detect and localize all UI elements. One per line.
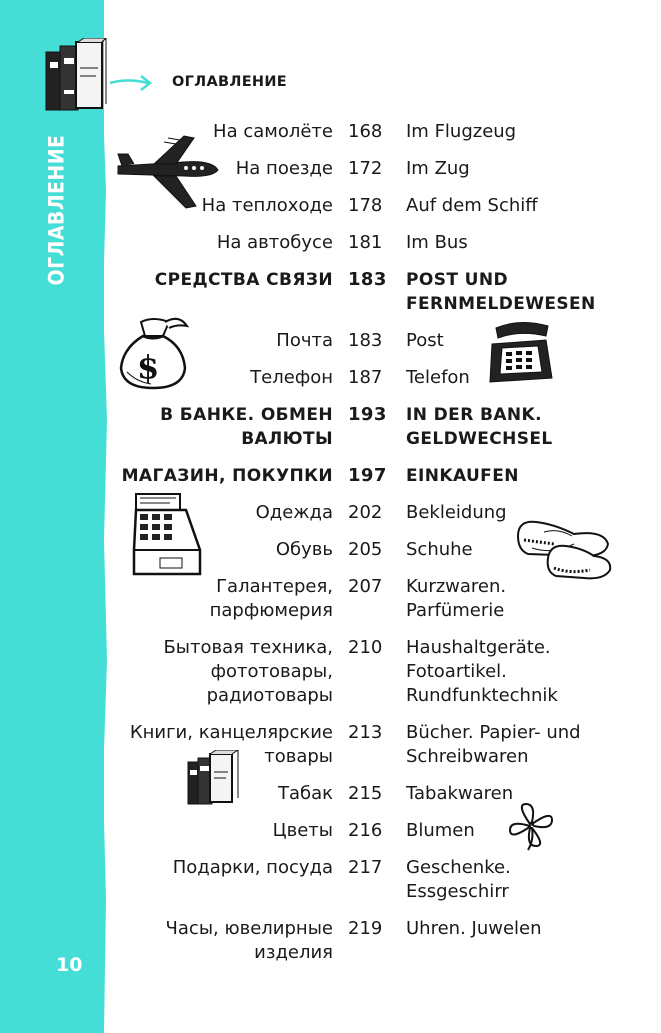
vertical-title: ОГЛАВЛЕНИЕ (44, 134, 68, 286)
toc-page-number: 215 (348, 783, 383, 804)
toc-page-number: 202 (348, 502, 383, 523)
toc-german-line: Blumen (406, 820, 475, 841)
toc-german-line: Parfümerie (406, 600, 505, 621)
toc-german-title (406, 856, 511, 904)
toc-page-number: 213 (348, 722, 383, 743)
toc-russian-title (236, 157, 333, 181)
toc-russian-line: Телефон (250, 367, 333, 388)
toc-russian-title (213, 120, 333, 144)
toc-page-number: 197 (348, 465, 387, 486)
toc-german-line: Im Zug (406, 158, 470, 179)
toc-german-title (406, 538, 473, 562)
books-icon (44, 38, 108, 114)
toc-german-line: GELDWECHSEL (406, 429, 553, 449)
toc-german-title (406, 636, 558, 708)
toc-german-line: Uhren. Juwelen (406, 918, 542, 939)
toc-russian-line: Часы, ювелирные (165, 918, 333, 939)
toc-page-number: 217 (348, 857, 383, 878)
toc-page-number: 193 (348, 404, 387, 425)
toc-section-heading[interactable] (104, 464, 661, 488)
cash-register-icon (130, 490, 206, 576)
toc-section-heading[interactable] (104, 403, 661, 451)
toc-russian-line: Табак (277, 783, 333, 804)
toc-entry[interactable] (104, 819, 661, 843)
toc-entry[interactable] (104, 231, 661, 255)
toc-german-title (406, 366, 470, 390)
toc-russian-line: СРЕДСТВА СВЯЗИ (154, 270, 333, 290)
toc-german-title (406, 501, 507, 525)
toc-german-title (406, 464, 519, 488)
toc-german-line: Post (406, 330, 444, 351)
toc-german-title (406, 782, 513, 806)
toc-russian-line: товары (264, 746, 333, 767)
toc-russian-title (276, 329, 333, 353)
toc-german-line: Schreibwaren (406, 746, 529, 767)
toc-german-line: Kurzwaren. (406, 576, 507, 597)
toc-russian-line: Одежда (255, 502, 333, 523)
airplane-icon (114, 132, 224, 212)
toc-german-line: IN DER BANK. (406, 405, 542, 425)
toc-entry[interactable] (104, 636, 661, 708)
toc-german-line: EINKAUFEN (406, 466, 519, 486)
toc-russian-title (273, 819, 333, 843)
toc-russian-title (278, 782, 333, 806)
toc-page-number: 168 (348, 121, 383, 142)
toc-russian-title (163, 636, 333, 708)
toc-page-number: 178 (348, 195, 383, 216)
toc-russian-line: На автобусе (216, 232, 333, 253)
toc-german-title (406, 917, 542, 941)
toc-german-line: POST UND (406, 270, 509, 290)
toc-russian-line: парфюмерия (209, 600, 333, 621)
toc-russian-title (166, 917, 333, 965)
toc-german-line: Bekleidung (406, 502, 507, 523)
toc-german-title (406, 329, 444, 353)
toc-page-number: 216 (348, 820, 383, 841)
toc-russian-title (276, 538, 333, 562)
toc-german-line: Tabakwaren (406, 783, 514, 804)
toc-page-number: 210 (348, 637, 383, 658)
toc-entry[interactable] (104, 917, 661, 965)
toc-russian-title (155, 268, 333, 292)
side-band (0, 0, 104, 1033)
toc-russian-title (217, 231, 333, 255)
toc-page-number: 207 (348, 576, 383, 597)
svg-text:$: $ (137, 348, 160, 386)
toc-german-title (406, 575, 506, 623)
toc-page-number: 183 (348, 269, 387, 290)
section-label: ОГЛАВЛЕНИЕ (172, 74, 288, 90)
toc-russian-title (173, 856, 333, 880)
clover-icon (506, 800, 558, 852)
toc-russian-line: Бытовая техника, (163, 637, 333, 658)
toc-russian-line: изделия (254, 942, 333, 963)
toc-russian-line: На самолёте (213, 121, 333, 142)
toc-german-title (406, 403, 553, 451)
toc-german-line: Im Flugzeug (406, 121, 517, 142)
toc-russian-line: Книги, канцелярские (129, 722, 333, 743)
toc-russian-line: фототовары, (210, 661, 333, 682)
toc-german-title (406, 721, 581, 769)
toc-russian-line: Подарки, посуда (172, 857, 333, 878)
toc-russian-title (210, 575, 333, 623)
toc-russian-line: радиотовары (206, 685, 333, 706)
toc-russian-line: Почта (276, 330, 333, 351)
toc-page-number: 219 (348, 918, 383, 939)
toc-german-title (406, 268, 596, 316)
toc-german-line: Auf dem Schiff (406, 195, 538, 216)
toc-german-line: Haushaltgeräte. (406, 637, 551, 658)
arrow-icon (108, 72, 156, 94)
toc-entry[interactable] (104, 575, 661, 623)
toc-german-title (406, 194, 538, 218)
toc-german-line: FERNMELDEWESEN (406, 294, 596, 314)
toc-german-title (406, 231, 468, 255)
shoes-icon (514, 514, 612, 582)
toc-page-number: 187 (348, 367, 383, 388)
toc-russian-line: Галантерея, (216, 576, 333, 597)
toc-russian-line: Цветы (272, 820, 333, 841)
toc-german-line: Fotoartikel. (406, 661, 507, 682)
toc-russian-line: ВАЛЮТЫ (241, 429, 333, 449)
toc-german-title (406, 120, 516, 144)
toc-german-line: Im Bus (406, 232, 468, 253)
toc-russian-title (256, 501, 333, 525)
toc-russian-title (250, 366, 333, 390)
toc-page-number: 183 (348, 330, 383, 351)
toc-russian-line: Обувь (275, 539, 333, 560)
toc-russian-title (160, 403, 333, 451)
toc-russian-line: В БАНКЕ. ОБМЕН (160, 405, 333, 425)
toc-german-line: Essgeschirr (406, 881, 509, 902)
toc-german-line: Rundfunktechnik (406, 685, 558, 706)
money-bag-icon (117, 312, 193, 390)
toc-russian-line: На поезде (235, 158, 333, 179)
telephone-icon (486, 316, 556, 388)
toc-german-title (406, 819, 475, 843)
toc-page-number: 172 (348, 158, 383, 179)
toc-entry[interactable] (104, 856, 661, 904)
toc-russian-line: МАГАЗИН, ПОКУПКИ (121, 466, 333, 486)
toc-page-number: 205 (348, 539, 383, 560)
toc-german-line: Bücher. Papier- und (406, 722, 581, 743)
toc-german-title (406, 157, 470, 181)
toc-german-line: Geschenke. (406, 857, 511, 878)
books-icon (186, 750, 242, 806)
toc-section-heading[interactable] (104, 268, 661, 316)
toc-german-line: Schuhe (406, 539, 473, 560)
toc-german-line: Telefon (406, 367, 470, 388)
toc-page-number: 181 (348, 232, 383, 253)
toc-russian-line: На теплоходе (201, 195, 333, 216)
toc-russian-title (122, 464, 333, 488)
page-number: 10 (56, 954, 83, 976)
